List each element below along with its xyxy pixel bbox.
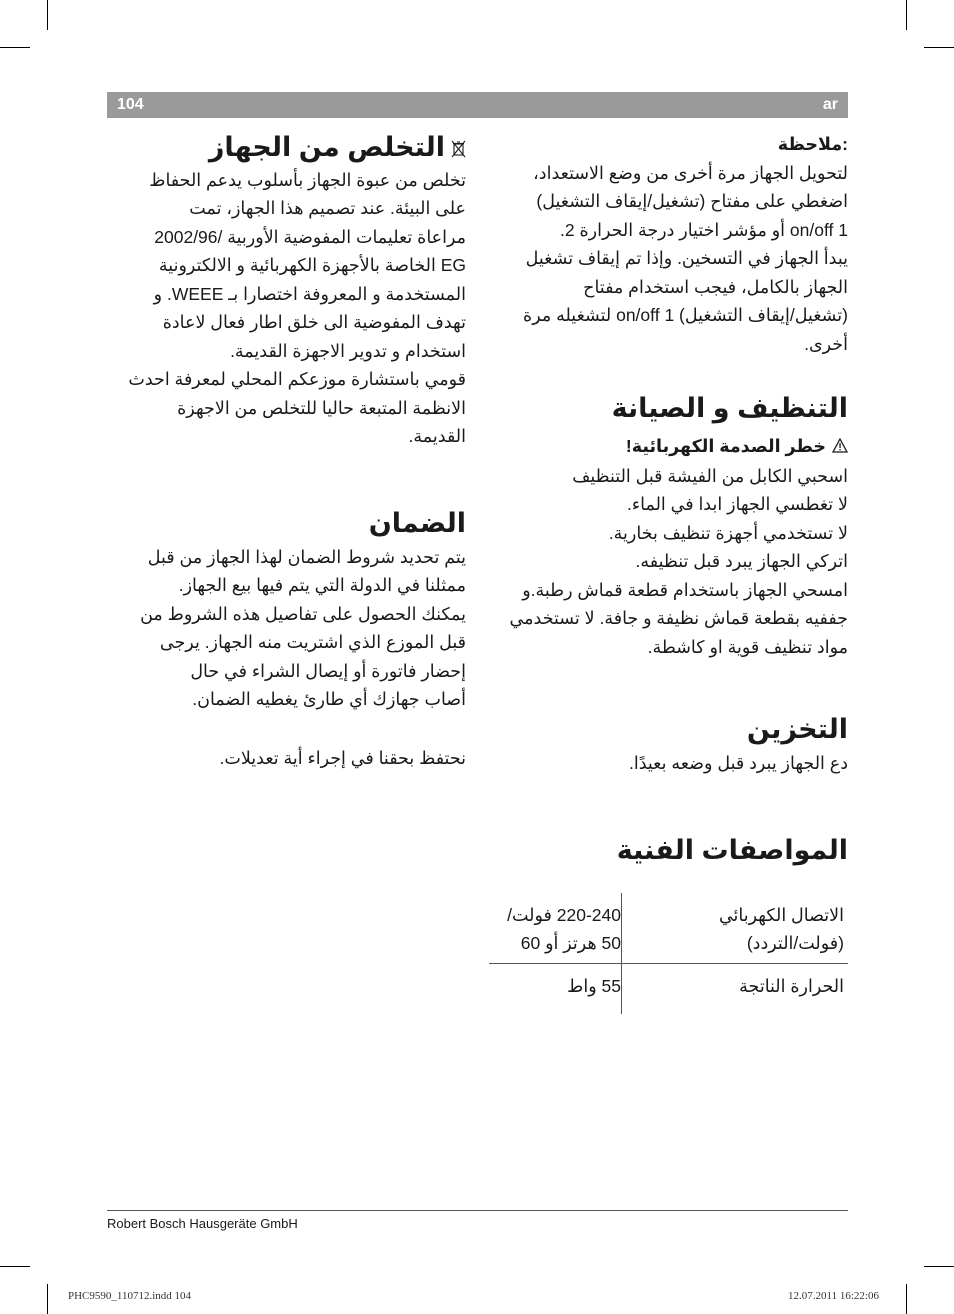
spec-label [622,893,848,963]
crop-mark [0,1266,30,1267]
warranty-line: قبل الموزع الذي اشتريت منه الجهاز. يرجى [159,632,466,653]
warranty-line: يمكنك الحصول على تفاصيل هذه الشروط من [140,603,466,624]
specs-table [489,893,848,1014]
crossed-bin-icon [451,132,466,166]
crop-mark [47,1284,48,1314]
warranty-line: ممثلنا في الدولة التي يتم فيها بيع الجهاز. [178,575,466,596]
print-slug-file: PHC9590_110712.indd 104 [68,1290,192,1302]
note-line: (تشغيل/إيقاف التشغيل) 1 on/off لتشغيله مرة [523,305,848,325]
storage-section-title: التخزين [746,714,848,745]
spec-label-line: الاتصال الكهربائي [718,905,844,925]
disposal-line: القديمة. [408,426,466,447]
spec-label-line: (فولت/التردد) [746,933,844,953]
warning-heading [489,432,848,462]
disposal-line: المستخدمة و المعروفة اختصارا بـ WEEE. و [153,283,466,304]
care-line: لا تستخدمي أجهزة تنظيف بخارية. [608,522,848,543]
care-line: جففيه بقطعة قماش نظيفة و جافة. لا تستخدمي [509,608,848,629]
crop-mark [924,1266,954,1267]
note-line: 1 on/off أو مؤشر اختيار درجة الحرارة 2. [559,219,848,240]
care-line: لا تغطسي الجهاز ابدا في الماء. [627,494,848,515]
disposal-line: قومي باستشارة موزعكم المحلي لمعرفة احدث [128,369,466,390]
crop-mark [906,0,907,30]
disposal-line: على البيئة. عند تصميم هذا الجهاز، تمت [189,198,466,219]
note-line: لتحويل الجهاز مرة أخرى من وضع الاستعداد، [533,162,848,183]
disposal-line: استخدام و تدوير الاجهزة القديمة. [230,340,466,361]
page-number: 104 [117,96,144,113]
disposal-line: مراعاة تعليمات المفوضية الأوربية /2002/96 [154,226,466,247]
crop-mark [0,47,30,48]
page-header-bar [107,92,848,118]
warranty-line: يتم تحديد شروط الضمان لهذا الجهاز من قبل [147,546,466,567]
spec-value [489,893,622,963]
footer-rule [107,1210,848,1211]
disposal-line: تخلص من عبوة الجهاز بأسلوب يدعم الحفاظ [149,169,466,190]
spec-value-line: 50 هرتز أو 60 [520,933,621,953]
warranty-line: إحضار فاتورة أو إيصال الشراء في حال [190,660,466,681]
specs-row [489,964,848,1014]
note-line: الجهاز بالكامل، فيجب استخدام مفتاح [583,276,848,297]
care-line: مواد تنظيف قوية او كاشطة. [647,636,848,657]
warning-title: خطر الصدمة الكهربائية! [625,436,826,456]
disposal-title: التخلص من الجهاز [208,132,445,162]
right-column [489,130,848,870]
specs-section-title: المواصفات الفنية [616,834,848,865]
crop-mark [924,47,954,48]
care-line: اسحبي الكابل من الفيشة قبل التنظيف [572,465,848,486]
care-section-title: التنظيف و الصيانة [611,393,848,423]
disposal-heading [107,130,466,166]
note-line: اضغطي على مفتاح (تشغيل/إيقاف التشغيل) [536,191,848,211]
storage-line: دع الجهاز يبرد قبل وضعه بعيدًا. [628,753,848,774]
spec-value-line: 55 واط [567,976,621,996]
warning-icon [832,433,848,462]
note-title: :ملاحظة [777,134,848,154]
disposal-line: الانظمة المتبعة حاليا للتخلص من الاجهزة [177,397,466,418]
spec-value [489,964,622,1014]
note-line: يبدأ الجهاز في التسخين. وإذا تم إيقاف تشغيل [525,248,848,268]
crop-mark [47,0,48,30]
note-line: أخرى. [804,333,848,354]
print-slug-date: 12.07.2011 16:22:06 [788,1290,879,1302]
care-line: امسحي الجهاز باستخدام قطعة قماش رطبة.و [522,579,848,600]
warranty-section-title: الضمان [368,507,466,538]
care-line: اتركي الجهاز يبرد قبل تنظيفه. [635,551,848,572]
spec-label [622,964,848,1014]
footer-company: Robert Bosch Hausgeräte GmbH [107,1216,298,1231]
spec-label-line: الحرارة الناتجة [739,976,844,996]
spec-value-line: 220-240 فولت/ [507,905,621,925]
disposal-line: تهدف المفوضية الى خلق اطار فعال لاعادة [162,312,466,333]
disposal-line: EG الخاصة بالأجهزة الكهربائية و الالكترونية [158,255,466,276]
warranty-line: أصاب جهازك أي طارئ يغطيه الضمان. [192,689,466,710]
specs-row [489,893,848,964]
rights-line: نحتفظ بحقنا في إجراء أية تعديلات. [219,747,466,768]
crop-mark [906,1284,907,1314]
left-column [107,130,466,772]
language-code: ar [822,96,838,113]
